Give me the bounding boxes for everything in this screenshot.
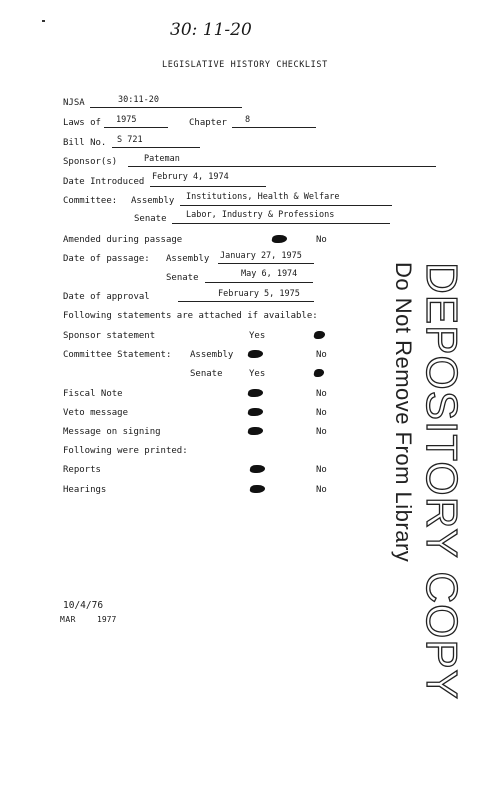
depository-copy-stamp: DEPOSITORY COPY <box>417 262 466 701</box>
sponsor-statement-yes: Yes <box>249 331 266 341</box>
committee-assembly-line <box>180 205 392 206</box>
veto-message-no: No <box>316 408 327 418</box>
committee-statement-senate-label: Senate <box>190 369 223 379</box>
committee-assembly-label: Assembly <box>131 196 175 206</box>
printed-heading: Following were printed: <box>63 446 188 456</box>
fiscal-note-label: Fiscal Note <box>63 389 123 399</box>
date-introduced-label: Date Introduced <box>63 177 145 187</box>
do-not-remove-stamp: Do Not Remove From Library <box>391 262 416 563</box>
amended-yes-mark <box>271 235 288 243</box>
file-number: 30: 11-20 <box>170 20 252 40</box>
bill-no-line <box>112 147 200 148</box>
sponsor-statement-label: Sponsor statement <box>63 331 156 341</box>
date-introduced-value: Februry 4, 1974 <box>152 172 229 182</box>
fiscal-note-no: No <box>316 389 327 399</box>
committee-senate-no-mark <box>313 369 325 377</box>
njsa-label: NJSA <box>63 98 85 108</box>
reports-yes-mark <box>249 465 266 473</box>
footer-date: 10/4/76 <box>63 600 104 611</box>
laws-of-label: Laws of <box>63 118 101 128</box>
committee-statement-assembly-label: Assembly <box>190 350 234 360</box>
hearings-yes-mark <box>249 485 266 493</box>
passage-assembly-label: Assembly <box>166 254 210 264</box>
date-of-approval-line <box>178 301 314 302</box>
sponsors-label: Sponsor(s) <box>63 157 118 167</box>
fiscal-note-yes-mark <box>247 389 264 397</box>
committee-senate-yes: Yes <box>249 369 266 379</box>
chapter-line <box>232 127 316 128</box>
footer-stamp-month: MAR <box>60 615 76 624</box>
sponsor-statement-no-mark <box>313 331 326 339</box>
page-title: LEGISLATIVE HISTORY CHECKLIST <box>162 60 328 70</box>
committee-statement-label: Committee Statement: <box>63 350 172 360</box>
chapter-label: Chapter <box>189 118 227 128</box>
njsa-line <box>90 107 242 108</box>
message-signing-label: Message on signing <box>63 427 161 437</box>
date-introduced-line <box>150 186 266 187</box>
veto-message-yes-mark <box>247 408 264 416</box>
date-of-approval-value: February 5, 1975 <box>218 289 300 299</box>
committee-assembly-yes-mark <box>247 350 264 358</box>
sponsors-line <box>128 166 436 167</box>
passage-senate-value: May 6, 1974 <box>241 269 298 279</box>
message-signing-yes-mark <box>247 427 264 435</box>
committee-senate-line <box>172 223 390 224</box>
committee-senate-label: Senate <box>134 214 167 224</box>
laws-of-line <box>104 127 168 128</box>
passage-assembly-value: January 27, 1975 <box>220 251 302 261</box>
chapter-value: 8 <box>245 115 251 125</box>
passage-assembly-line <box>218 263 314 264</box>
message-signing-no: No <box>316 427 327 437</box>
footer-stamp-year: 1977 <box>97 615 117 624</box>
committee-assembly-no: No <box>316 350 327 360</box>
date-of-passage-label: Date of passage: <box>63 254 150 264</box>
bill-no-value: S 721 <box>117 135 143 145</box>
committee-senate-value: Labor, Industry & Professions <box>186 210 335 220</box>
committee-assembly-value: Institutions, Health & Welfare <box>186 192 340 202</box>
date-of-approval-label: Date of approval <box>63 292 150 302</box>
hearings-label: Hearings <box>63 485 107 495</box>
speck-mark <box>42 20 45 22</box>
attached-heading: Following statements are attached if available: <box>63 311 318 321</box>
veto-message-label: Veto message <box>63 408 129 418</box>
sponsors-value: Pateman <box>144 154 180 164</box>
bill-no-label: Bill No. <box>63 138 107 148</box>
committee-label: Committee: <box>63 196 118 206</box>
hearings-no: No <box>316 485 327 495</box>
reports-no: No <box>316 465 327 475</box>
passage-senate-line <box>205 282 313 283</box>
passage-senate-label: Senate <box>166 273 199 283</box>
laws-of-value: 1975 <box>116 115 137 125</box>
njsa-value: 30:11-20 <box>118 95 159 105</box>
amended-label: Amended during passage <box>63 235 183 245</box>
amended-no: No <box>316 235 327 245</box>
reports-label: Reports <box>63 465 101 475</box>
